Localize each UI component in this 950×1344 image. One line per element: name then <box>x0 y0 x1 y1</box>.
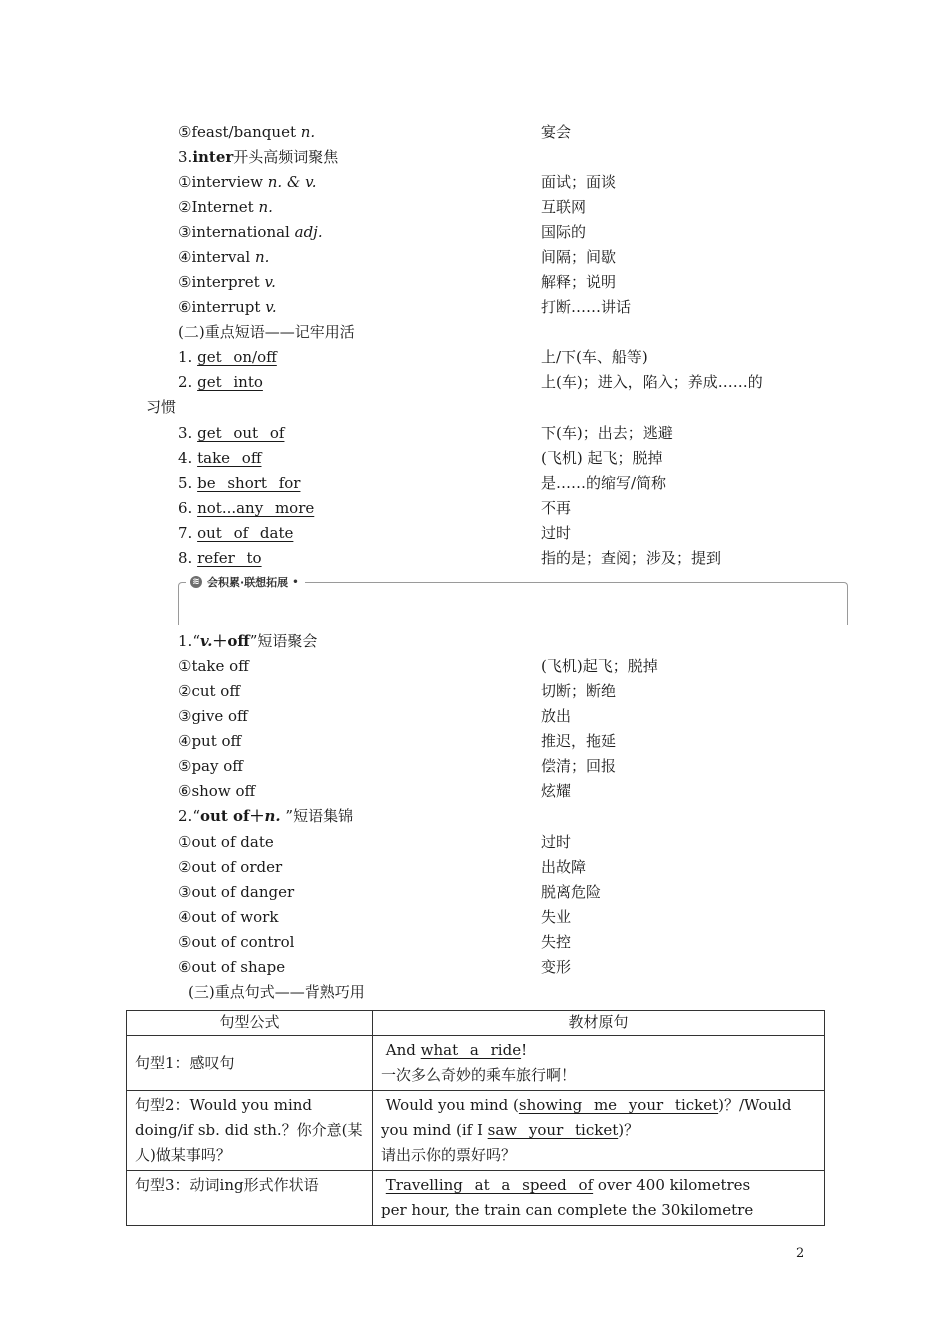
phrase-row: 5. be short for 是……的缩写/简称 <box>178 474 667 492</box>
table-header-row <box>127 1011 825 1036</box>
heading-bold-word: inter <box>192 148 234 166</box>
phrase-underlined: get out of <box>197 424 285 442</box>
page-number: 2 <box>796 1246 805 1261</box>
vocab-word: ⑤feast/banquet <box>178 123 296 141</box>
phrase-row: ⑤pay off 偿清；回报 <box>178 757 617 775</box>
sentence-pattern-table <box>126 1010 825 1226</box>
phrase-continuation: 习惯 <box>146 398 177 416</box>
sentence-cell: Would you mind (showing me your ticket)？/Would you mind (if I saw your ticket)？ 请出示你的票好吗？ <box>373 1091 825 1171</box>
section-title-phrases: (二)重点短语——记牢用活 <box>178 323 355 341</box>
banner-dot: • <box>292 576 299 588</box>
phrase-underlined: get into <box>197 373 263 391</box>
group-heading-off: 1.“v.＋off”短语聚会 <box>178 632 318 650</box>
phrase-row: ①take off (飞机)起飞；脱掉 <box>178 657 658 675</box>
sentence-cell: And what a ride! 一次多么奇妙的乘车旅行啊！ <box>373 1036 825 1091</box>
section-title-sentences: (三)重点句式——背熟巧用 <box>188 983 365 1001</box>
pattern-cell: 句型1：感叹句 <box>127 1036 373 1091</box>
vocab-row: ①interview n. & v. 面试；面谈 <box>178 173 617 191</box>
vocab-row: ⑤interpret v. 解释；说明 <box>178 273 617 291</box>
table-row <box>127 1036 825 1091</box>
phrase-row: 6. not...any more 不再 <box>178 499 572 517</box>
phrase-underlined: be short for <box>197 474 301 492</box>
phrase-row: 4. take off (飞机) 起飞；脱掉 <box>178 449 663 467</box>
phrase-underlined: out of date <box>197 524 294 542</box>
vocab-row: ③international adj. 国际的 <box>178 223 587 241</box>
phrase-row: ③out of danger 脱离危险 <box>178 883 602 901</box>
phrase-row: 2. get into 上(车)；进入，陷入；养成……的 <box>178 373 763 391</box>
phrase-row: 8. refer to 指的是；查阅；涉及；提到 <box>178 549 722 567</box>
phrase-row: 3. get out of 下(车)；出去；逃避 <box>178 424 673 442</box>
banner-label: 会积累·联想拓展 <box>207 576 289 589</box>
group-heading-outof: 2.“out of＋n. ”短语集锦 <box>178 807 354 825</box>
vocab-meaning: 宴会 <box>541 123 572 141</box>
phrase-underlined: not...any more <box>197 499 315 517</box>
table-row <box>127 1091 825 1171</box>
vocab-row-feast <box>0 121 950 143</box>
phrase-row: ⑥out of shape 变形 <box>178 958 572 976</box>
phrase-row: ⑤out of control 失控 <box>178 933 572 951</box>
pattern-cell: 句型2：Would you mind doing/if sb. did sth.？你介意(某人)做某事吗？ <box>127 1091 373 1171</box>
phrase-row: ⑥show off 炫耀 <box>178 782 572 800</box>
vocab-row: ⑥interrupt v. 打断……讲话 <box>178 298 632 316</box>
pattern-cell: 句型3：动词ing形式作状语 <box>127 1171 373 1226</box>
phrase-row: ②out of order 出故障 <box>178 858 587 876</box>
vocab-row: ④interval n. 间隔；间歇 <box>178 248 617 266</box>
phrase-underlined: take off <box>197 449 262 467</box>
phrase-underlined: get on/off <box>197 348 277 366</box>
phrase-row: ④out of work 失业 <box>178 908 572 926</box>
phrase-row: ③give off 放出 <box>178 707 572 725</box>
vocab-pos: n. <box>300 123 316 141</box>
phrase-row: ④put off 推迟，拖延 <box>178 732 617 750</box>
banner-tag <box>186 573 305 591</box>
header-pattern: 句型公式 <box>127 1011 373 1036</box>
section-heading-inter: 3.inter开头高频词聚焦 <box>178 148 339 166</box>
vocab-row: ②Internet n. 互联网 <box>178 198 587 216</box>
stack-icon: ≋ <box>190 576 202 588</box>
table-row <box>127 1171 825 1226</box>
header-original: 教材原句 <box>373 1011 825 1036</box>
phrase-row: ①out of date 过时 <box>178 833 572 851</box>
phrase-row: 7. out of date 过时 <box>178 524 572 542</box>
phrase-row: 1. get on/off 上/下(车、船等) <box>178 348 648 366</box>
sentence-cell: Travelling at a speed of over 400 kilometres per hour, the train can complete the 30kilometre <box>373 1171 825 1226</box>
phrase-underlined: refer to <box>197 549 262 567</box>
expansion-banner <box>178 573 848 625</box>
phrase-row: ②cut off 切断；断绝 <box>178 682 617 700</box>
